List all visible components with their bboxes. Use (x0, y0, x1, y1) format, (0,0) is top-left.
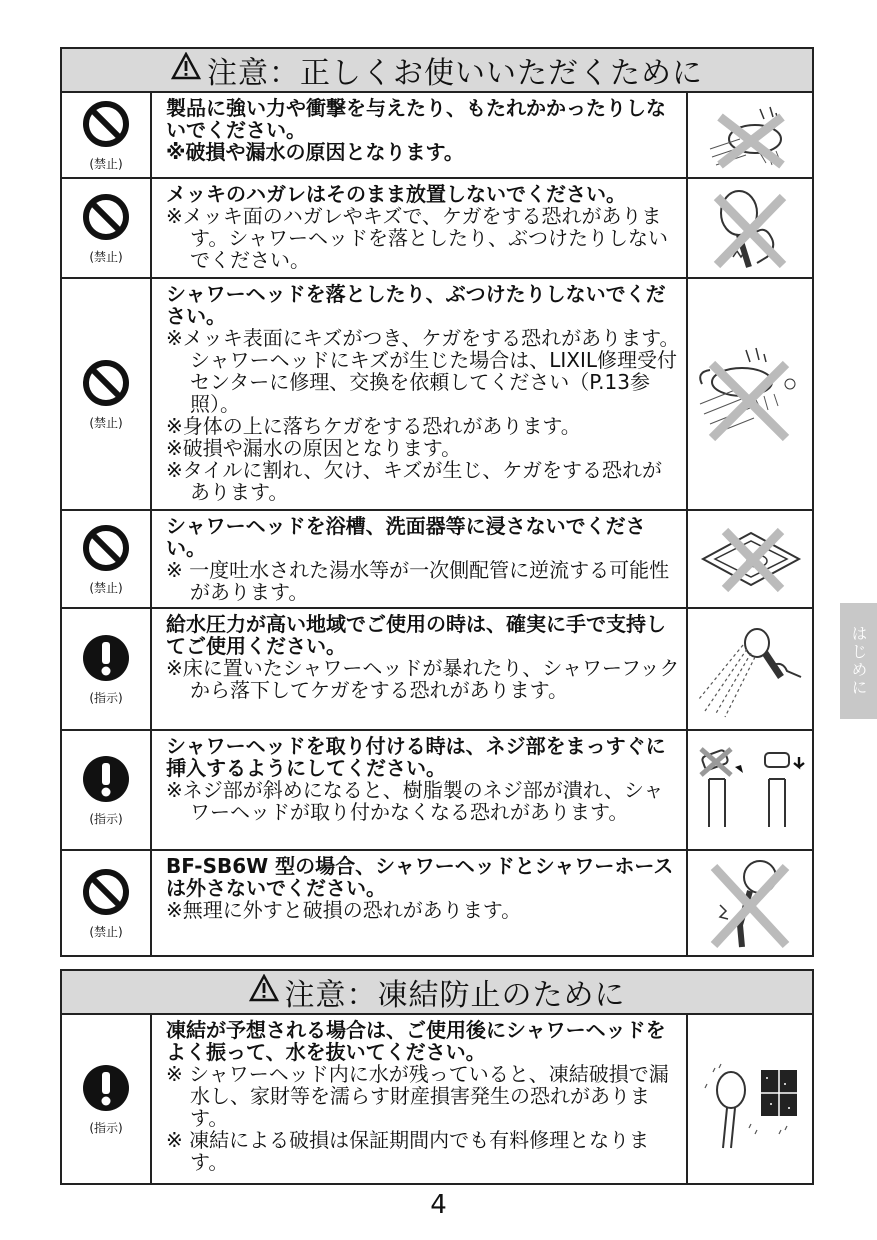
side-tab[interactable]: はじめに (840, 603, 877, 719)
caution-section-usage (60, 47, 814, 957)
prohibition-icon (81, 867, 131, 921)
row-note: ※破損や漏水の原因となります。 (166, 436, 462, 460)
instruction-icon (81, 754, 131, 808)
row-tag: (禁止) (89, 415, 123, 430)
row-heading: シャワーヘッドを落としたり、ぶつけたりしないでください。 (166, 282, 666, 328)
row-tag: (指示) (89, 1120, 123, 1135)
row-heading: メッキのハガレはそのまま放置しないでください。 (166, 182, 626, 206)
hand-holding-shower-illustration (688, 609, 812, 729)
prohibition-icon (81, 99, 131, 153)
section-title: 注意：凍結防止のために (284, 978, 626, 1013)
thread-insertion-illustration (688, 731, 812, 849)
section-title: 注意：正しくお使いいただくために (207, 56, 703, 91)
row-note: ※無理に外すと破損の恐れがあります。 (166, 898, 522, 922)
row-note: ※ 凍結による破損は保証期間内でも有料修理となります。 (166, 1128, 650, 1174)
caution-row (62, 851, 812, 957)
row-note: ※破損や漏水の原因となります。 (166, 140, 464, 164)
plating-damage-illustration (688, 179, 812, 277)
section-header (62, 49, 812, 93)
row-text (152, 851, 688, 955)
caution-section-freeze (60, 969, 814, 1185)
caution-row (62, 93, 812, 179)
hose-detach-illustration (688, 851, 812, 955)
row-tag: (禁止) (89, 156, 123, 171)
caution-row (62, 279, 812, 511)
row-tag: (禁止) (89, 924, 123, 939)
page-number: 4 (430, 1190, 447, 1220)
row-heading: 凍結が予想される場合は、ご使用後にシャワーヘッドをよく振って、水を抜いてください。 (166, 1018, 666, 1064)
row-text (152, 279, 688, 509)
instruction-icon (81, 1063, 131, 1117)
row-tag: (指示) (89, 811, 123, 826)
row-note: ※ 一度吐水された湯水等が一次側配管に逆流する可能性があります。 (166, 558, 670, 604)
row-note: ※メッキ面のハガレやキズで、ケガをする恐れがあります。シャワーヘッドを落としたり、ぶつけたりしないでください。 (166, 204, 668, 272)
caution-row (62, 511, 812, 609)
row-heading: シャワーヘッドを取り付ける時は、ネジ部をまっすぐに挿入するようにしてください。 (166, 734, 666, 780)
caution-row (62, 1015, 812, 1185)
row-text (152, 731, 688, 849)
row-text (152, 609, 688, 729)
row-heading: 製品に強い力や衝撃を与えたり、もたれかかったりしないでください。 (166, 96, 666, 142)
row-note: ※メッキ表面にキズがつき、ケガをする恐れがあります。シャワーヘッドにキズが生じた場合は、LIXIL修理受付センターに修理、交換を依頼してください（P.13参照）。 (166, 326, 680, 416)
row-text (152, 511, 688, 607)
row-note: ※床に置いたシャワーヘッドが暴れたり、シャワーフックから落下してケガをする恐れがあります。 (166, 656, 680, 702)
row-note: ※ シャワーヘッド内に水が残っていると、凍結破損で漏水し、家財等を濡らす財産損害発生の恐れがあります。 (166, 1062, 669, 1130)
caution-row (62, 731, 812, 851)
prohibition-icon (81, 192, 131, 246)
caution-row (62, 609, 812, 731)
row-heading: BF-SB6W 型の場合、シャワーヘッドとシャワーホースは外さないでください。 (166, 854, 674, 900)
freeze-drain-illustration (688, 1015, 812, 1183)
section-header (62, 971, 812, 1015)
row-text (152, 93, 688, 177)
row-note: ※身体の上に落ちケガをする恐れがあります。 (166, 414, 581, 438)
row-tag: (禁止) (89, 249, 123, 264)
caution-row (62, 179, 812, 279)
row-heading: 給水圧力が高い地域でご使用の時は、確実に手で支持してご使用ください。 (166, 612, 666, 658)
prohibition-icon (81, 358, 131, 412)
prohibition-icon (81, 523, 131, 577)
instruction-icon (81, 633, 131, 687)
row-text (152, 179, 688, 277)
row-note: ※ネジ部が斜めになると、樹脂製のネジ部が潰れ、シャワーヘッドが取り付かなくなる恐れがあります。 (166, 778, 664, 824)
basin-immersion-illustration (688, 511, 812, 607)
warning-icon (249, 974, 279, 1010)
row-text (152, 1015, 688, 1183)
warning-icon (171, 52, 201, 88)
shower-drop-illustration (688, 279, 812, 509)
row-tag: (禁止) (89, 580, 123, 595)
row-note: ※タイルに割れ、欠け、キズが生じ、ケガをする恐れがあります。 (166, 458, 662, 504)
row-tag: (指示) (89, 690, 123, 705)
row-heading: シャワーヘッドを浴槽、洗面器等に浸さないでください。 (166, 514, 646, 560)
shower-impact-illustration (688, 93, 812, 177)
